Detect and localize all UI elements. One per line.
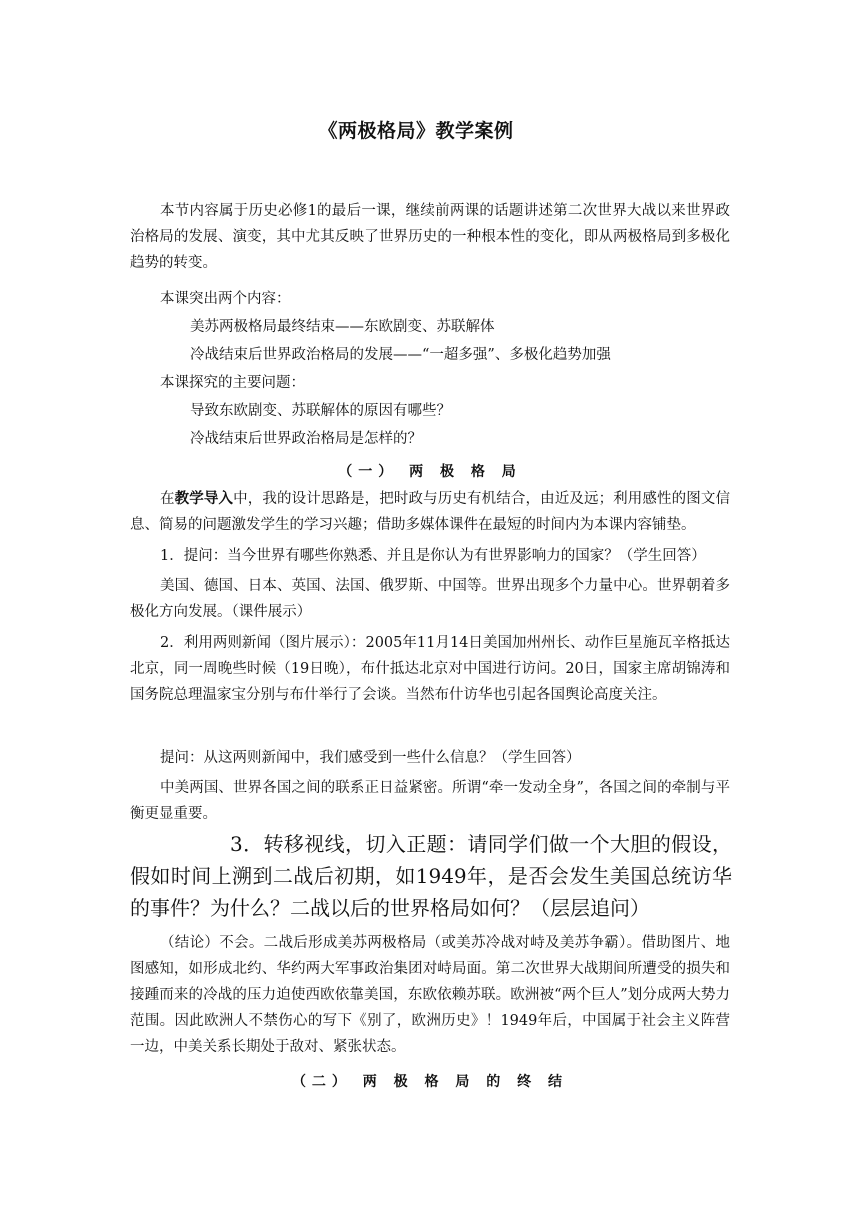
question-2-prompt: 提问：从这两则新闻中，我们感受到一些什么信息？（学生回答）: [160, 750, 581, 766]
intro-focus-label: 本课突出两个内容：: [160, 291, 291, 307]
lead-text-b: 中，我的设计思路是，把时政与历史有机结合，由近及远；利用感性的图文信息、简易的问题激发学生的学习兴趣；借助多媒体课件在最短的时间内为本课内容铺垫。: [130, 491, 731, 533]
answer-3-conclusion: （结论）不会。二战后形成美苏两极格局（或美苏冷战对峙及美苏争霸）。借助图片、地图感知，如形成北约、华约两大军事政治集团对峙局面。第二次世界大战期间所遭受的损失和接踵而来的冷战的压力迫使西欧依靠美国，东欧依赖苏联。欧洲被“两个巨人”划分成两大势力范围。因此欧洲人不禁伤心的写下《别了，欧洲历史》！1949年后，中国属于社会主义阵营一边，中美关系长期处于敌对、紧张状态。: [130, 935, 730, 1055]
lead-text-a: 在: [160, 491, 175, 507]
section1-lead-paragraph: [130, 486, 730, 538]
intro-question-2: 冷战结束后世界政治格局是怎样的？: [190, 431, 422, 447]
intro-question-1: 导致东欧剧变、苏联解体的原因有哪些？: [190, 403, 451, 419]
section-heading-2: （二） 两 极 格 局 的 终 结: [291, 1074, 569, 1090]
intro-focus-item-2: 冷战结束后世界政治格局的发展——“一超多强”、多极化趋势加强: [190, 347, 611, 363]
section-heading-1: （一） 两 极 格 局: [338, 464, 522, 480]
answer-1: 美国、德国、日本、英国、法国、俄罗斯、中国等。世界出现多个力量中心。世界朝着多极化方向发展。（课件展示）: [130, 578, 730, 620]
intro-focus-item-1: 美苏两极格局最终结束——东欧剧变、苏联解体: [190, 319, 495, 335]
intro-questions-label: 本课探究的主要问题：: [160, 375, 305, 391]
intro-paragraph: 本节内容属于历史必修1的最后一课，继续前两课的话题讲述第二次世界大战以来世界政治格局的发展、演变，其中尤其反映了世界历史的一种根本性的变化，即从两极格局到多极化趋势的转变。: [130, 203, 730, 271]
answer-2: 中美两国、世界各国之间的联系正日益紧密。所谓“牵一发动全身”，各国之间的牵制与平衡更显重要。: [130, 780, 730, 822]
document-title: 《两极格局》教学案例: [318, 120, 514, 142]
lead-bold-term: 教学导入: [174, 490, 234, 507]
question-3-large: 3．转移视线，切入正题：请同学们做一个大胆的假设，假如时间上溯到二战后初期，如1949年，是否会发生美国总统访华的事件？为什么？二战以后的世界格局如何？（层层追问）: [130, 832, 732, 920]
question-2-news: 2．利用两则新闻（图片展示）：2005年11月14日美国加州州长、动作巨星施瓦辛格抵达北京，同一周晚些时候（19日晚），布什抵达北京对中国进行访问。20日，国家主席胡锦涛和国务院总理温家宝分别与布什举行了会谈。当然布什访华也引起各国舆论高度关注。: [130, 635, 730, 703]
question-1: 1．提问：当今世界有哪些你熟悉、并且是你认为有世界影响力的国家？（学生回答）: [160, 548, 706, 564]
